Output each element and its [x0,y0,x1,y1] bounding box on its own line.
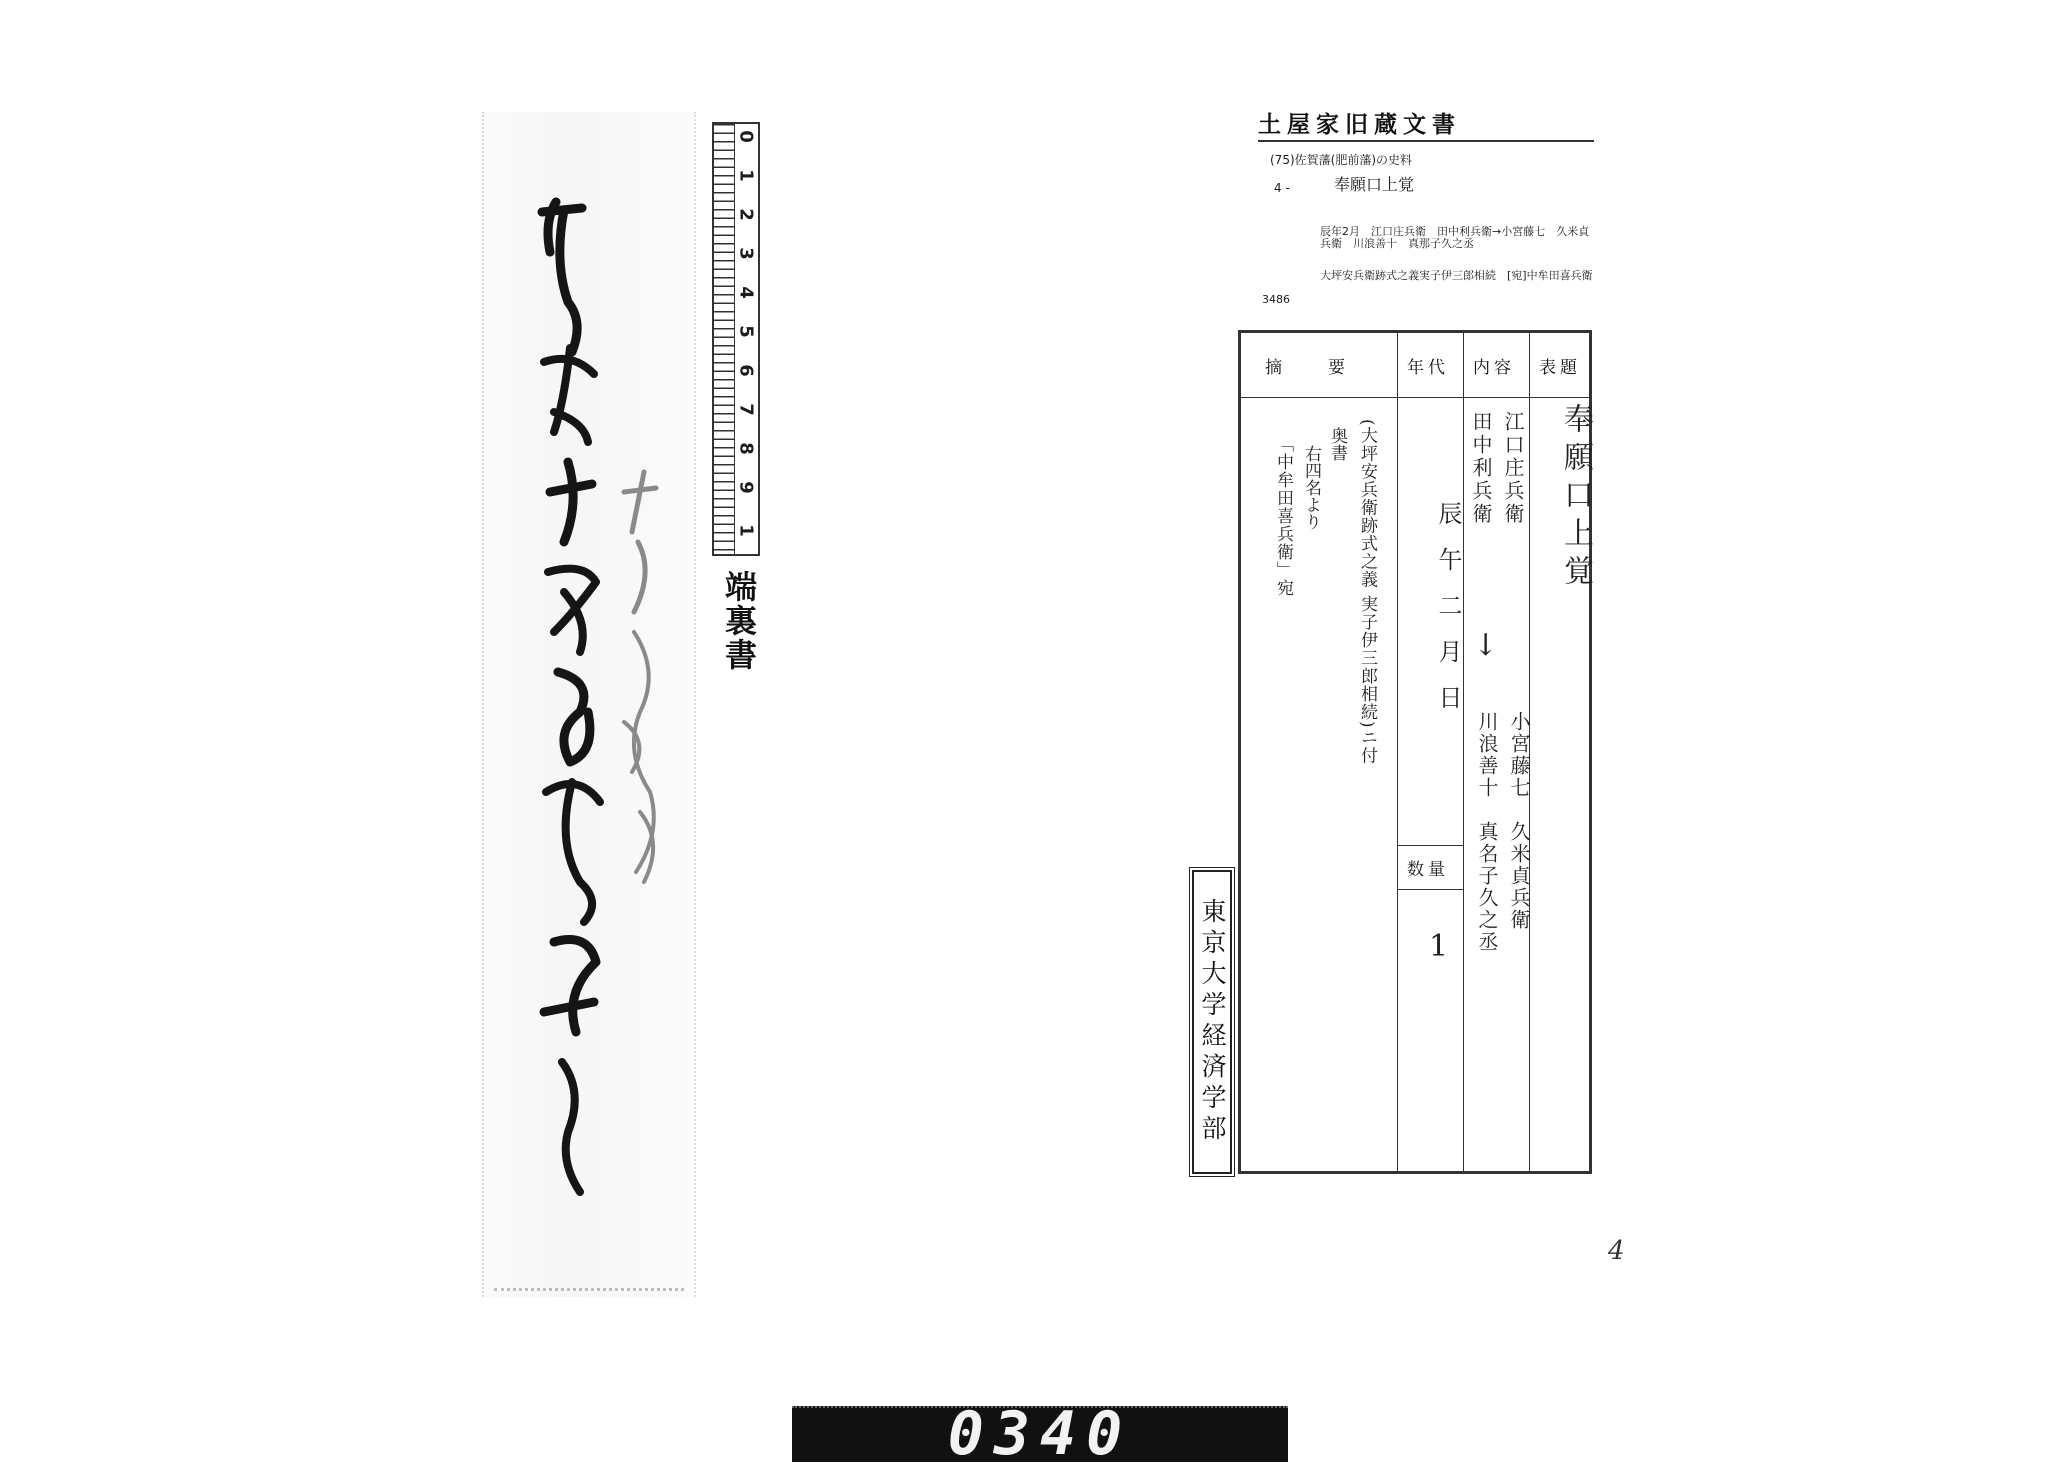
handwritten-summary: 右四名より [1301,445,1321,530]
endorsement-label: 端裏書 [720,570,758,672]
quantity-rule [1397,845,1463,846]
header-title: 表題 [1539,358,1581,378]
header-summary: 摘 要 [1265,358,1349,378]
series-label: (75)佐賀藩(肥前藩)の史料 [1270,153,1412,167]
handwritten-summary: 「中牟田喜兵衛」宛 [1273,435,1293,597]
document-title: 奉願口上覚 [1334,175,1415,194]
ruler-ticks [714,124,735,554]
document-code: 3486 [1262,293,1290,306]
ruler-number: 1 [735,524,757,537]
calligraphy-main [484,112,694,1297]
column-divider [1397,333,1398,1171]
page-number: 4 [1608,1236,1625,1266]
scroll-strip-image [482,112,696,1297]
ruler-number: 9 [735,481,757,494]
ruler-number: 0 [735,130,757,143]
ruler-number: 3 [735,247,757,260]
header-date: 年代 [1407,358,1449,378]
metadata-line: 大坪安兵衛跡式之義実子伊三郎相続 [宛]中牟田喜兵衛 [1320,269,1593,282]
item-number: 4 - [1274,181,1290,195]
scroll-bottom-edge [494,1274,684,1291]
university-stamp: 東京大学経済学部 [1192,870,1232,1174]
handwritten-recipient: 小宮藤七 [1507,711,1531,799]
header-rule [1241,397,1589,398]
handwritten-summary: (大坪安兵衛跡式之義 実子伊三郎相続)ニ付 [1357,419,1377,765]
title-rule [1258,140,1594,142]
handwritten-quantity: 1 [1429,929,1449,964]
frame-counter [792,1399,1288,1469]
handwritten-recipient: 真名子久之丞 [1475,821,1499,953]
quantity-rule [1397,889,1463,890]
handwritten-title: 奉願口上覚 [1558,403,1593,593]
header-quantity: 数量 [1407,860,1449,880]
ruler-number: 8 [735,442,757,455]
handwritten-recipient: 川浪善十 [1475,711,1499,799]
ruler-number: 4 [735,286,757,299]
handwritten-summary: 奥書 [1327,427,1347,461]
ruler-number: 7 [735,403,757,416]
ruler-number: 1 [735,169,757,182]
frame-number: 0340 [947,1399,1133,1469]
header-content: 内容 [1473,358,1515,378]
handwritten-recipient: 久米貞兵衛 [1507,821,1531,931]
handwritten-sender: 田中利兵衛 [1469,411,1493,526]
arrow-icon: ↓ [1473,628,1499,663]
column-divider [1463,333,1464,1171]
metadata-line: 辰年2月 江口庄兵衛 田中利兵衛→小宮藤七 久米貞兵衛 川浪善十 真那子久之丞 [1320,225,1590,250]
ruler-number: 2 [735,208,757,221]
ruler-number: 5 [735,325,757,338]
catalog-card [1238,330,1592,1174]
measurement-ruler [712,122,760,556]
handwritten-date: 辰午二月日 [1434,501,1462,731]
ruler-number: 6 [735,364,757,377]
handwritten-sender: 江口庄兵衛 [1501,411,1525,526]
collection-title: 土屋家旧蔵文書 [1258,112,1461,138]
